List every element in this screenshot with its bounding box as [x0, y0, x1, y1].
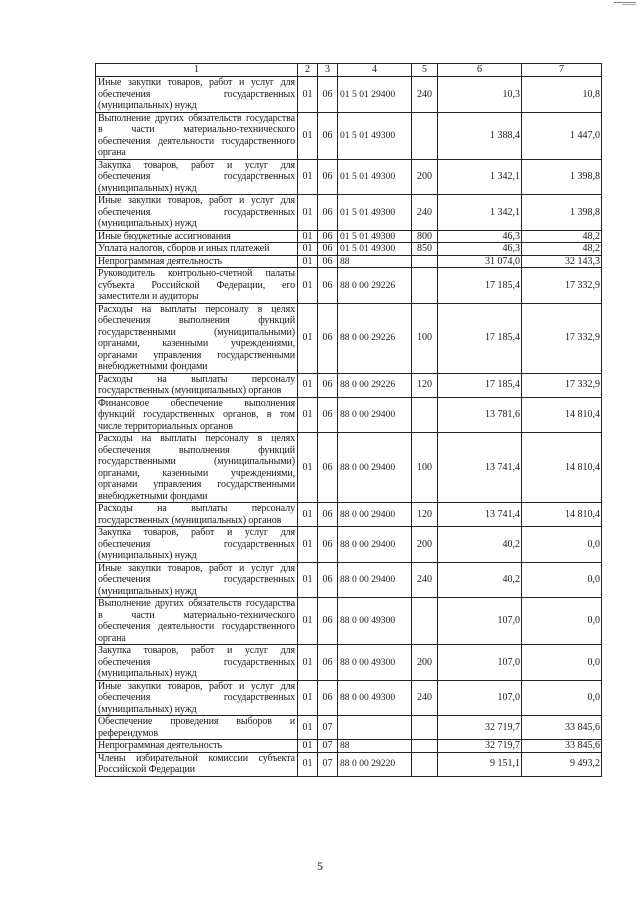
row-subsection-code: 06 — [318, 598, 338, 645]
row-target-article: 88 0 00 29400 — [338, 503, 412, 527]
row-subsection-code: 06 — [318, 230, 338, 243]
table-row — [96, 680, 602, 716]
scan-mark — [614, 2, 636, 3]
row-target-article: 01 5 01 49300 — [338, 112, 412, 159]
row-section-code: 01 — [298, 716, 318, 740]
row-amount-year1: 46,3 — [438, 243, 522, 256]
row-target-article: 88 0 00 49300 — [338, 680, 412, 716]
row-amount-year1: 17 185,4 — [438, 373, 522, 397]
row-amount-year2: 48,2 — [522, 243, 602, 256]
row-name: Закупка товаров, работ и услуг для обеспечения государственных (муниципальных) нужд — [96, 527, 298, 563]
header-cell: 4 — [338, 64, 412, 77]
row-amount-year1: 1 388,4 — [438, 112, 522, 159]
row-section-code: 01 — [298, 562, 318, 598]
row-section-code: 01 — [298, 397, 318, 433]
row-target-article: 01 5 01 49300 — [338, 159, 412, 195]
row-amount-year1: 9 151,1 — [438, 752, 522, 776]
row-target-article: 88 0 00 29220 — [338, 752, 412, 776]
row-subsection-code: 07 — [318, 716, 338, 740]
row-subsection-code: 06 — [318, 112, 338, 159]
row-amount-year2: 0,0 — [522, 645, 602, 681]
row-expense-type — [412, 740, 438, 753]
table-row — [96, 740, 602, 753]
row-amount-year1: 13 781,6 — [438, 397, 522, 433]
row-section-code: 01 — [298, 112, 318, 159]
row-name: Руководитель контрольно-счетной палаты субъекта Российской Федерации, его заместители и аудиторы — [96, 268, 298, 304]
header-cell: 7 — [522, 64, 602, 77]
scan-mark — [622, 4, 636, 5]
row-name: Выполнение других обязательств государства в части материально-технического обеспечения деятельности государственного органа — [96, 598, 298, 645]
row-target-article: 88 0 00 29400 — [338, 397, 412, 433]
row-target-article: 88 — [338, 255, 412, 268]
row-expense-type: 240 — [412, 77, 438, 113]
row-subsection-code: 06 — [318, 303, 338, 373]
row-amount-year1: 32 719,7 — [438, 740, 522, 753]
row-section-code: 01 — [298, 268, 318, 304]
row-subsection-code: 06 — [318, 255, 338, 268]
row-amount-year2: 33 845,6 — [522, 740, 602, 753]
row-target-article: 01 5 01 49300 — [338, 230, 412, 243]
row-target-article: 88 0 00 29226 — [338, 303, 412, 373]
row-amount-year1: 17 185,4 — [438, 303, 522, 373]
header-cell: 5 — [412, 64, 438, 77]
row-amount-year1: 46,3 — [438, 230, 522, 243]
table-row — [96, 397, 602, 433]
row-section-code: 01 — [298, 598, 318, 645]
row-expense-type — [412, 112, 438, 159]
row-name: Иные закупки товаров, работ и услуг для обеспечения государственных (муниципальных) нужд — [96, 680, 298, 716]
row-amount-year1: 1 342,1 — [438, 195, 522, 231]
table-row — [96, 373, 602, 397]
row-subsection-code: 06 — [318, 268, 338, 304]
row-subsection-code: 06 — [318, 397, 338, 433]
row-section-code: 01 — [298, 159, 318, 195]
row-expense-type: 200 — [412, 645, 438, 681]
row-expense-type: 240 — [412, 562, 438, 598]
row-amount-year1: 107,0 — [438, 645, 522, 681]
row-section-code: 01 — [298, 373, 318, 397]
row-amount-year2: 0,0 — [522, 527, 602, 563]
table-row — [96, 112, 602, 159]
row-subsection-code: 06 — [318, 433, 338, 503]
table-row — [96, 503, 602, 527]
row-subsection-code: 06 — [318, 243, 338, 256]
row-subsection-code: 06 — [318, 680, 338, 716]
row-expense-type — [412, 397, 438, 433]
row-expense-type — [412, 752, 438, 776]
row-section-code: 01 — [298, 195, 318, 231]
row-expense-type: 100 — [412, 433, 438, 503]
page-number: 5 — [317, 859, 323, 873]
row-name: Иные бюджетные ассигнования — [96, 230, 298, 243]
row-amount-year2: 48,2 — [522, 230, 602, 243]
table-row — [96, 645, 602, 681]
table-row — [96, 255, 602, 268]
row-expense-type: 800 — [412, 230, 438, 243]
row-section-code: 01 — [298, 433, 318, 503]
row-amount-year2: 0,0 — [522, 598, 602, 645]
row-section-code: 01 — [298, 740, 318, 753]
row-target-article: 88 0 00 29226 — [338, 373, 412, 397]
row-target-article — [338, 716, 412, 740]
table-row — [96, 716, 602, 740]
row-name: Расходы на выплаты персоналу в целях обеспечения выполнения функций государственными (муниципальными) органами, казенными учреждениями, органами управления государственными внебюджетными фондами — [96, 303, 298, 373]
row-amount-year1: 107,0 — [438, 680, 522, 716]
row-amount-year2: 32 143,3 — [522, 255, 602, 268]
row-amount-year1: 31 074,0 — [438, 255, 522, 268]
row-amount-year1: 40,2 — [438, 527, 522, 563]
row-section-code: 01 — [298, 527, 318, 563]
row-subsection-code: 06 — [318, 503, 338, 527]
row-expense-type: 120 — [412, 373, 438, 397]
row-target-article: 88 0 00 49300 — [338, 598, 412, 645]
table-row — [96, 195, 602, 231]
row-name: Иные закупки товаров, работ и услуг для обеспечения государственных (муниципальных) нужд — [96, 562, 298, 598]
row-amount-year2: 17 332,9 — [522, 268, 602, 304]
row-subsection-code: 06 — [318, 562, 338, 598]
row-name: Закупка товаров, работ и услуг для обеспечения государственных (муниципальных) нужд — [96, 645, 298, 681]
row-name: Закупка товаров, работ и услуг для обеспечения государственных (муниципальных) нужд — [96, 159, 298, 195]
row-target-article: 88 0 00 49300 — [338, 645, 412, 681]
row-target-article: 88 0 00 29400 — [338, 562, 412, 598]
table-row — [96, 433, 602, 503]
row-name: Расходы на выплаты персоналу государственных (муниципальных) органов — [96, 373, 298, 397]
row-name: Непрограммная деятельность — [96, 255, 298, 268]
row-name: Иные закупки товаров, работ и услуг для обеспечения государственных (муниципальных) нужд — [96, 195, 298, 231]
row-expense-type: 240 — [412, 680, 438, 716]
row-name: Расходы на выплаты персоналу государственных (муниципальных) органов — [96, 503, 298, 527]
row-section-code: 01 — [298, 645, 318, 681]
row-target-article: 01 5 01 49300 — [338, 243, 412, 256]
row-amount-year1: 32 719,7 — [438, 716, 522, 740]
row-name: Уплата налогов, сборов и иных платежей — [96, 243, 298, 256]
row-amount-year2: 17 332,9 — [522, 373, 602, 397]
header-cell: 3 — [318, 64, 338, 77]
row-subsection-code: 06 — [318, 159, 338, 195]
row-name: Иные закупки товаров, работ и услуг для обеспечения государственных (муниципальных) нужд — [96, 77, 298, 113]
table-row — [96, 598, 602, 645]
row-target-article: 01 5 01 29400 — [338, 77, 412, 113]
row-subsection-code: 06 — [318, 195, 338, 231]
header-cell: 6 — [438, 64, 522, 77]
row-amount-year2: 14 810,4 — [522, 503, 602, 527]
row-section-code: 01 — [298, 230, 318, 243]
row-name: Обеспечение проведения выборов и референдумов — [96, 716, 298, 740]
row-expense-type: 100 — [412, 303, 438, 373]
row-target-article: 88 0 00 29400 — [338, 433, 412, 503]
row-amount-year2: 33 845,6 — [522, 716, 602, 740]
row-amount-year2: 1 398,8 — [522, 159, 602, 195]
row-section-code: 01 — [298, 680, 318, 716]
row-amount-year2: 14 810,4 — [522, 433, 602, 503]
table-row — [96, 303, 602, 373]
table-row — [96, 527, 602, 563]
row-amount-year1: 13 741,4 — [438, 503, 522, 527]
row-subsection-code: 06 — [318, 645, 338, 681]
row-subsection-code: 06 — [318, 77, 338, 113]
table-row — [96, 268, 602, 304]
row-subsection-code: 07 — [318, 740, 338, 753]
row-subsection-code: 06 — [318, 527, 338, 563]
row-section-code: 01 — [298, 503, 318, 527]
row-amount-year2: 0,0 — [522, 562, 602, 598]
row-section-code: 01 — [298, 303, 318, 373]
row-expense-type: 200 — [412, 159, 438, 195]
row-name: Выполнение других обязательств государства в части материально-технического обеспечения деятельности государственного органа — [96, 112, 298, 159]
row-section-code: 01 — [298, 77, 318, 113]
row-target-article: 88 0 00 29400 — [338, 527, 412, 563]
row-amount-year2: 1 447,0 — [522, 112, 602, 159]
row-expense-type: 200 — [412, 527, 438, 563]
row-expense-type — [412, 255, 438, 268]
header-cell: 1 — [96, 64, 298, 77]
row-target-article: 01 5 01 49300 — [338, 195, 412, 231]
row-amount-year1: 107,0 — [438, 598, 522, 645]
row-amount-year2: 0,0 — [522, 680, 602, 716]
row-section-code: 01 — [298, 752, 318, 776]
row-section-code: 01 — [298, 243, 318, 256]
row-amount-year1: 10,3 — [438, 77, 522, 113]
table-row — [96, 230, 602, 243]
row-name: Расходы на выплаты персоналу в целях обеспечения выполнения функций государственными (муниципальными) органами, казенными учреждениями, органами управления государственными внебюджетными фондами — [96, 433, 298, 503]
table-row — [96, 562, 602, 598]
row-amount-year2: 1 398,8 — [522, 195, 602, 231]
row-amount-year1: 40,2 — [438, 562, 522, 598]
row-name: Финансовое обеспечение выполнения функций государственных органов, в том числе территориальных органов — [96, 397, 298, 433]
row-amount-year2: 10,8 — [522, 77, 602, 113]
row-amount-year2: 9 493,2 — [522, 752, 602, 776]
row-amount-year1: 13 741,4 — [438, 433, 522, 503]
table-row — [96, 243, 602, 256]
table-row — [96, 752, 602, 776]
row-amount-year2: 14 810,4 — [522, 397, 602, 433]
row-expense-type — [412, 598, 438, 645]
row-subsection-code: 06 — [318, 373, 338, 397]
row-target-article: 88 0 00 29226 — [338, 268, 412, 304]
row-amount-year1: 17 185,4 — [438, 268, 522, 304]
row-name: Непрограммная деятельность — [96, 740, 298, 753]
row-section-code: 01 — [298, 255, 318, 268]
row-expense-type — [412, 716, 438, 740]
row-expense-type — [412, 268, 438, 304]
table-row — [96, 159, 602, 195]
table-row — [96, 77, 602, 113]
budget-table — [95, 63, 602, 777]
row-expense-type: 850 — [412, 243, 438, 256]
row-target-article: 88 — [338, 740, 412, 753]
table-header-row — [96, 64, 602, 77]
row-name: Члены избирательной комиссии субъекта Российской Федерации — [96, 752, 298, 776]
row-subsection-code: 07 — [318, 752, 338, 776]
row-expense-type: 120 — [412, 503, 438, 527]
header-cell: 2 — [298, 64, 318, 77]
row-amount-year1: 1 342,1 — [438, 159, 522, 195]
row-amount-year2: 17 332,9 — [522, 303, 602, 373]
row-expense-type: 240 — [412, 195, 438, 231]
